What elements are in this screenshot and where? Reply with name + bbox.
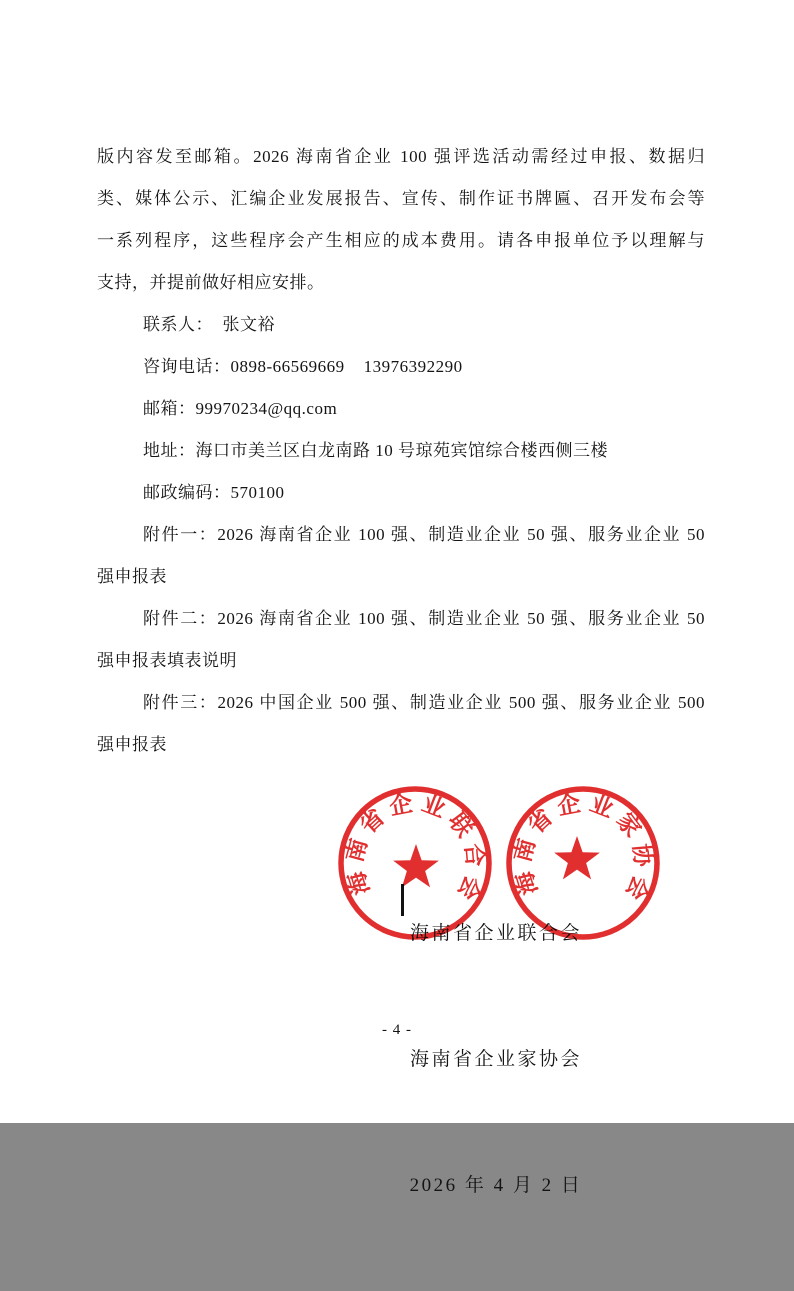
contact-address-line: 地址：海口市美兰区白龙南路 10 号琼苑宾馆综合楼西侧三楼 [143,441,608,460]
attachment-1-line: 附件一：2026 海南省企业 100 强、制造业企业 50 强、服务业企业 50 [143,525,705,544]
seal-arc-text: 海南省企业家协会 [509,789,656,909]
attachment-3-cont-line: 强申报表 [97,735,167,754]
contact-phone-line: 咨询电话：0898-66569669 13976392290 [143,357,463,376]
contact-email-line: 邮箱：99970234@qq.com [143,399,338,418]
contact-postcode-line: 邮政编码：570100 [143,483,285,502]
official-seal-association [504,784,662,942]
body-line: 一系列程序，这些程序会产生相应的成本费用。请各申报单位予以理解与 [97,231,705,250]
star-icon [393,844,439,887]
attachment-2-cont-line: 强申报表填表说明 [97,651,237,670]
attachment-1-cont-line: 强申报表 [97,567,167,586]
body-line: 支持，并提前做好相应安排。 [97,273,325,292]
body-line: 版内容发至邮箱。2026 海南省企业 100 强评选活动需经过申报、数据归 [97,147,705,166]
signature-date: 2026 年 4 月 2 日 [409,1175,583,1196]
signature-org-association: 海南省企业家协会 [409,1049,582,1070]
seal-arc-text: 海南省企业联合会 [341,789,488,909]
star-icon [554,836,600,879]
page-number: - 4 - [382,1022,412,1038]
contact-person-line: 联系人： 张文裕 [143,315,275,334]
attachment-3-line: 附件三：2026 中国企业 500 强、制造业企业 500 强、服务业企业 500 [143,693,705,712]
signature-org-federation: 海南省企业联合会 [409,923,582,944]
body-line: 类、媒体公示、汇编企业发展报告、宣传、制作证书牌匾、召开发布会等 [97,189,705,208]
official-seal-federation [336,784,494,942]
attachment-2-line: 附件二：2026 海南省企业 100 强、制造业企业 50 强、服务业企业 50 [143,609,705,628]
body-text [97,136,705,766]
